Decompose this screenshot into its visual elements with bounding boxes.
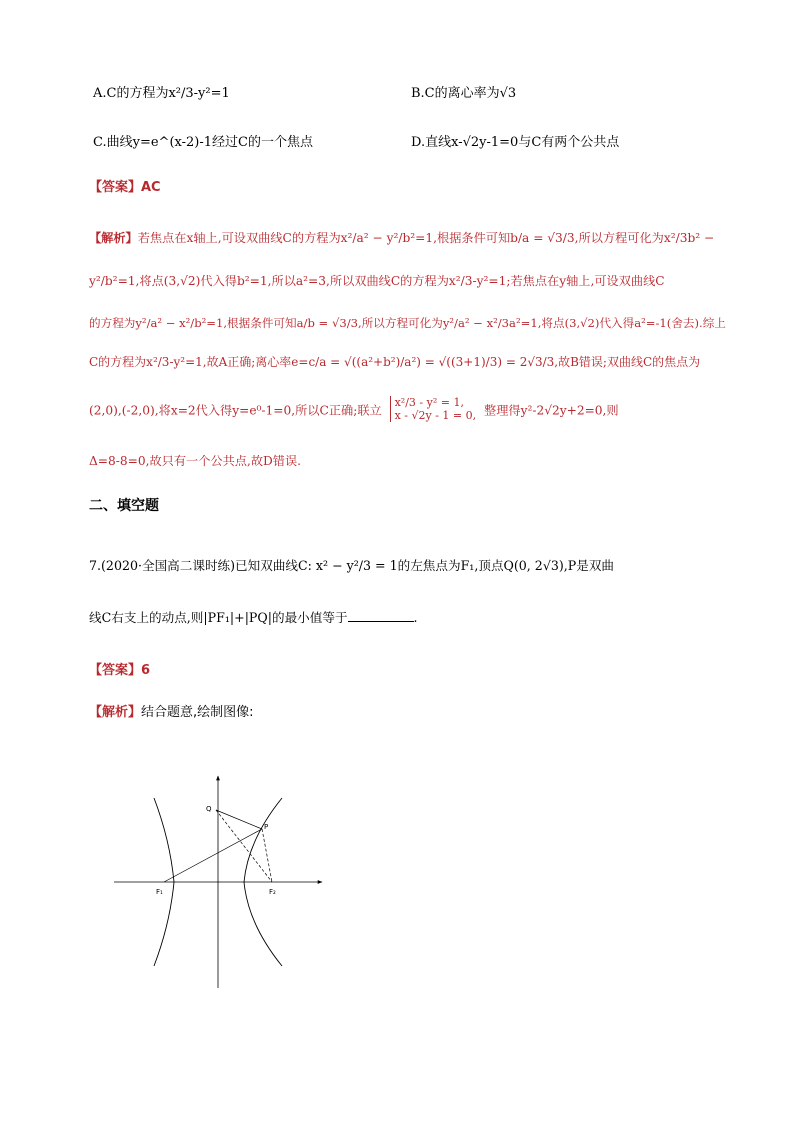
question-7-text-2: 线C右支上的动点,则|PF₁|+|PQ|的最小值等于	[89, 610, 348, 625]
analysis-6-text-5b: 整理得y²-2√2y+2=0,则	[484, 403, 619, 418]
analysis-7	[89, 703, 254, 723]
segment-q-p	[216, 810, 262, 829]
segment-p-f2	[262, 829, 272, 882]
analysis-6-line-2: y²/b²=1,将点(3,√2)代入得b²=1,所以a²=3,所以双曲线C的方程为x²/3-y²=1;若焦点在y轴上,可设双曲线C	[89, 274, 665, 288]
question-7-period: .	[413, 610, 418, 625]
analysis-6-text-5a: (2,0),(-2,0),将x=2代入得y=e⁰-1=0,所以C正确;联立	[89, 403, 382, 418]
analysis-6-line-3: 的方程为y²/a² − x²/b²=1,根据条件可知a/b = √3/3,所以方程可化为y²/a² − x²/3a²=1,将点(3,√2)代入得a²=-1(舍去).综上	[89, 316, 726, 330]
section-heading: 二、填空题	[89, 498, 159, 514]
label-p: P	[264, 823, 269, 831]
analysis-label: 【解析】	[89, 231, 138, 245]
segment-f1-p	[164, 829, 262, 882]
option-d: D.直线x-√2y-1=0与C有两个公共点	[411, 135, 620, 150]
option-c: C.曲线y=e^(x-2)-1经过C的一个焦点	[93, 135, 313, 150]
label-q: Q	[206, 805, 212, 813]
question-7-line-2	[89, 608, 418, 628]
label-f1: F₁	[156, 888, 163, 896]
option-b: B.C的离心率为√3	[411, 86, 517, 101]
analysis-6-text-1: 若焦点在x轴上,可设双曲线C的方程为x²/a² − y²/b²=1,根据条件可知b/a = √3/3,所以方程可化为x²/3b² −	[137, 231, 715, 245]
equation-1: x²/3 - y² = 1,	[394, 396, 464, 409]
equation-2: x - √2y - 1 = 0,	[394, 409, 477, 422]
hyperbola-figure	[106, 770, 330, 990]
analysis-6-line-1	[89, 228, 714, 248]
segment-q-f2	[216, 810, 272, 882]
analysis-6-line-5	[89, 398, 619, 424]
equation-system	[390, 396, 477, 422]
analysis-6-line-4: C的方程为x²/3-y²=1,故A正确;离心率e=c/a = √((a²+b²)/a²) = √((3+1)/3) = 2√3/3,故B错误;双曲线C的焦点为	[89, 355, 701, 369]
answer-6: 【答案】AC	[89, 180, 161, 195]
analysis-7-text: 结合题意,绘制图像:	[141, 705, 254, 720]
label-f2: F₂	[269, 888, 276, 896]
question-7-line-1: 7.(2020·全国高二课时练)已知双曲线C: x² − y²/3 = 1的左焦点为F₁,顶点Q(0, 2√3),P是双曲	[89, 558, 615, 573]
analysis-7-label: 【解析】	[89, 705, 142, 720]
answer-blank	[348, 609, 414, 622]
option-a: A.C的方程为x²/3-y²=1	[93, 86, 230, 101]
analysis-6-line-6: Δ=8-8=0,故只有一个公共点,故D错误.	[89, 454, 302, 468]
answer-7: 【答案】6	[89, 663, 151, 678]
